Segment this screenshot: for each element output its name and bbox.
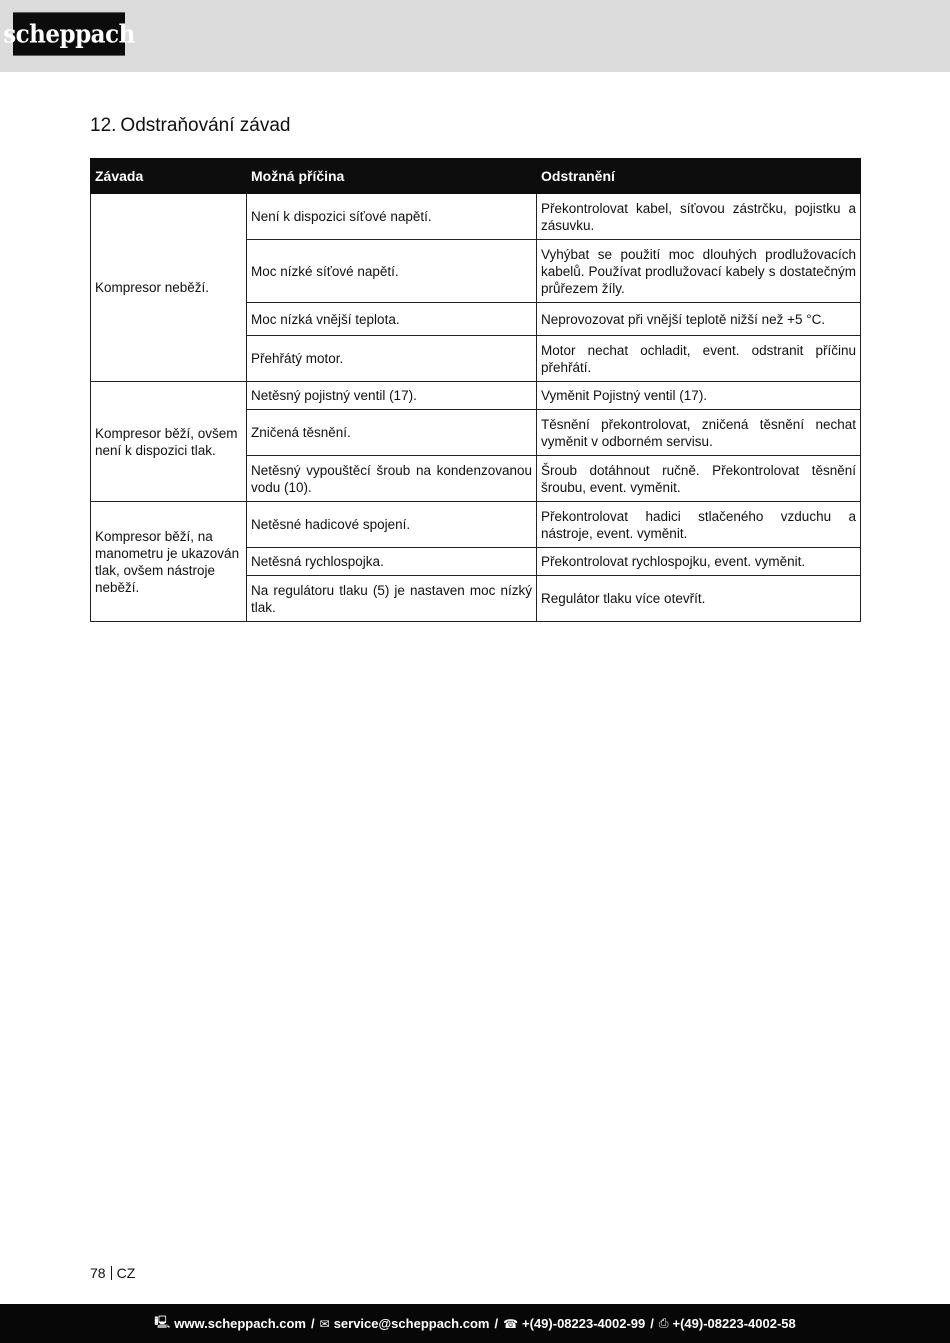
footer-separator: / [650,1316,654,1331]
footer-separator: / [494,1316,499,1331]
fax-number: +(49)-08223-4002-58 [672,1316,796,1331]
footer-separator: / [311,1316,315,1331]
table-row [91,194,861,240]
cause-cell: Přehřátý motor. [247,336,537,382]
phone-icon: ☎︎ [503,1316,519,1331]
cause-cell: Netěsný vypouštěcí šroub na kondenzovanou vodu (10). [247,456,537,502]
header-remedy: Odstranění [537,159,861,194]
language-code: CZ [116,1265,136,1281]
table-row [91,382,861,410]
contact-footer [0,1304,950,1343]
cause-cell: Zničená těsnění. [247,410,537,456]
header-cause: Možná příčina [247,159,537,194]
header-fault: Závada [91,159,247,194]
fault-cell: Kompresor běží, ovšem není k dispozici tlak. [91,382,247,502]
remedy-cell: Vyhýbat se použití moc dlouhých prodlužovacích kabelů. Používat prodlužovací kabely s dostatečným průřezem žíly. [537,240,861,303]
remedy-cell: Překontrolovat hadici stlačeného vzduchu a nástroje, event. vyměnit. [537,502,861,548]
cause-cell: Netěsný pojistný ventil (17). [247,382,537,410]
website-link[interactable]: www.scheppach.com [174,1316,306,1331]
scheppach-logo: scheppach [13,12,125,55]
cause-cell: Není k dispozici síťové napětí. [247,194,537,240]
section-title [90,115,290,137]
page-number-footer [90,1265,135,1281]
remedy-cell: Neprovozovat při vnější teplotě nižší než +5 °C. [537,303,861,336]
remedy-cell: Motor nechat ochladit, event. odstranit příčinu přehřátí. [537,336,861,382]
remedy-cell: Těsnění překontrolovat, zničená těsnění nechat vyměnit v odborném servisu. [537,410,861,456]
page-header [0,0,950,72]
page-number: 78 [90,1265,106,1281]
troubleshooting-table [90,158,861,622]
fault-cell: Kompresor neběží. [91,194,247,382]
page-separator [111,1266,112,1280]
email-link[interactable]: service@scheppach.com [333,1316,490,1331]
cause-cell: Moc nízké síťové napětí. [247,240,537,303]
remedy-cell: Šroub dotáhnout ručně. Překontrolovat těsnění šroubu, event. vyměnit. [537,456,861,502]
table-row [91,502,861,548]
cause-cell: Netěsná rychlospojka. [247,548,537,576]
section-title-text: Odstraňování závad [120,115,291,136]
phone-number: +(49)-08223-4002-99 [522,1316,646,1331]
table-header-row [91,159,861,194]
computer-icon: 🖳︎ [154,1315,171,1329]
remedy-cell: Překontrolovat kabel, síťovou zástrčku, pojistku a zásuvku. [537,194,861,240]
remedy-cell: Vyměnit Pojistný ventil (17). [537,382,861,410]
remedy-cell: Regulátor tlaku více otevřít. [537,576,861,622]
cause-cell: Netěsné hadicové spojení. [247,502,537,548]
fax-icon: ⎙ [658,1316,669,1330]
cause-cell: Moc nízká vnější teplota. [247,303,537,336]
fault-cell: Kompresor běží, na manometru je ukazován tlak, ovšem nástroje neběží. [91,502,247,622]
cause-cell: Na regulátoru tlaku (5) je nastaven moc nízký tlak. [247,576,537,622]
remedy-cell: Překontrolovat rychlospojku, event. vyměnit. [537,548,861,576]
email-icon: ✉︎ [319,1316,330,1331]
section-number: 12. [90,115,117,136]
